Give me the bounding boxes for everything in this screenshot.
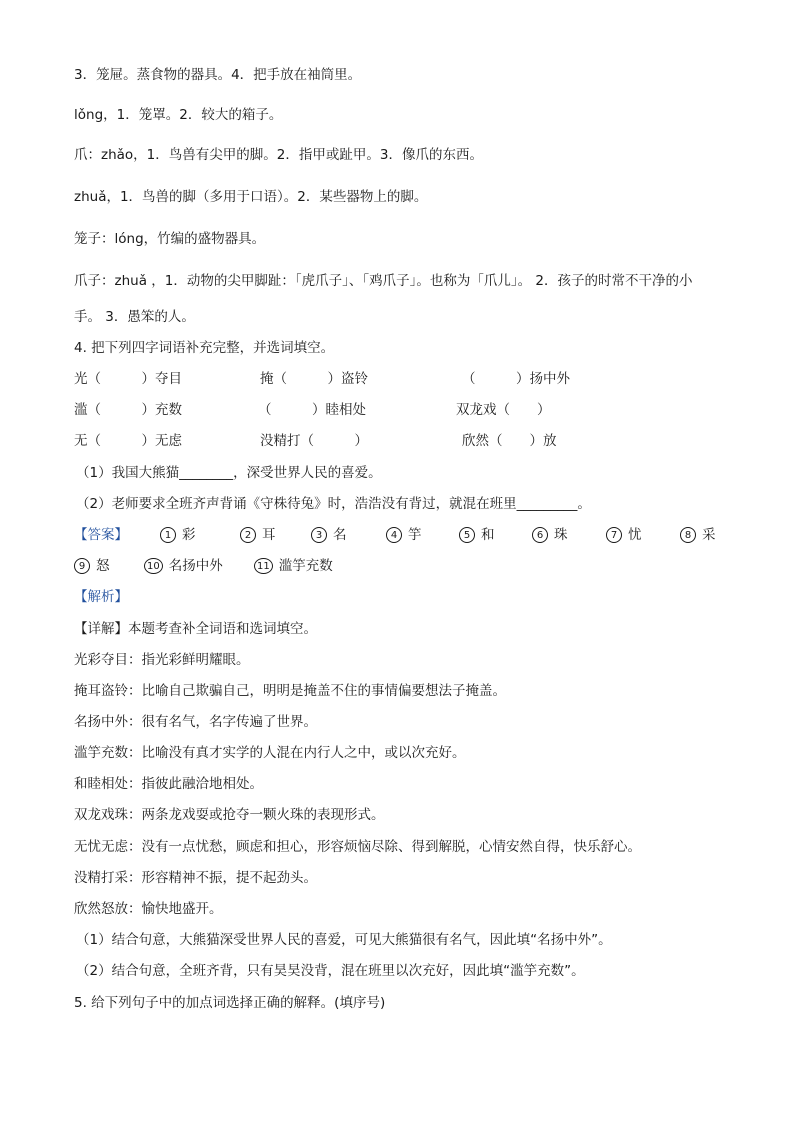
answer-item (160, 526, 196, 544)
question-5-stem: 5. 给下列句子中的加点词选择正确的解释。(填序号) (74, 995, 386, 1011)
text-line: 笼子：lóng，竹编的盛物器具。 (74, 231, 266, 247)
answer-number: 8 (680, 527, 696, 543)
answer-text: 和 (481, 527, 495, 543)
text-line: 手。 3．愚笨的人。 (74, 309, 195, 325)
answer-text: 竽 (408, 527, 422, 543)
idiom-blank: （ ）睦相处 (258, 402, 366, 418)
question-4-stem: 4. 把下列四字词语补充完整，并选词填空。 (74, 340, 335, 356)
idiom-blank: 无（ ）无虑 (74, 433, 182, 449)
text-line: lǒng，1．笼罩。2．较大的箱子。 (74, 107, 283, 123)
answer-number: 3 (311, 527, 327, 543)
idiom-blank: 滥（ ）充数 (74, 402, 182, 418)
analysis-line: 掩耳盗铃：比喻自己欺骗自己，明明是掩盖不住的事情偏要想法子掩盖。 (74, 683, 506, 699)
answer-item (144, 557, 223, 575)
answer-text: 滥竽充数 (278, 558, 333, 574)
answer-number: 4 (386, 527, 402, 543)
analysis-line: （1）结合句意，大熊猫深受世界人民的喜爱，可见大熊猫很有名气，因此填“名扬中外”。 (76, 932, 612, 948)
answer-number: 10 (144, 558, 163, 574)
answer-item (386, 526, 422, 544)
answer-number: 1 (160, 527, 176, 543)
answer-text: 忧 (628, 527, 642, 543)
analysis-line: （2）结合句意，全班齐背，只有昊昊没背，混在班里以次充好，因此填“滥竽充数”。 (76, 963, 585, 979)
answer-item (240, 526, 276, 544)
analysis-line: 欣然怒放：愉快地盛开。 (74, 901, 223, 917)
answer-text: 耳 (262, 527, 276, 543)
text-line: 爪子：zhuǎ ，1．动物的尖甲脚趾：「虎爪子」、「鸡爪子」。也称为「爪儿」。 2．孩子的时常不干净的小 (74, 273, 693, 289)
analysis-line: 无忧无虑：没有一点忧愁，顾虑和担心，形容烦恼尽除、得到解脱，心情安然自得，快乐舒心。 (74, 839, 641, 855)
answer-number: 7 (606, 527, 622, 543)
answer-label: 【答案】 (74, 527, 128, 543)
answer-item (680, 526, 716, 544)
question-4-sub-2: （2）老师要求全班齐声背诵《守株待兔》时，浩浩没有背过，就混在班里_________。 (76, 496, 591, 512)
answer-number: 6 (532, 527, 548, 543)
analysis-line: 没精打采：形容精神不振，提不起劲头。 (74, 870, 317, 886)
text-line: 3．笼屉。蒸食物的器具。4．把手放在袖筒里。 (74, 67, 362, 83)
idiom-blank: 双龙戏（ ） (456, 402, 551, 418)
answer-number: 11 (254, 558, 273, 574)
answer-item (311, 526, 347, 544)
answer-text: 名扬中外 (168, 558, 223, 574)
analysis-line: 名扬中外：很有名气，名字传遍了世界。 (74, 714, 317, 730)
answer-item (74, 557, 110, 575)
answer-number: 2 (240, 527, 256, 543)
answer-text: 采 (702, 527, 716, 543)
answer-item (254, 557, 333, 575)
answer-text: 怒 (96, 558, 110, 574)
analysis-line: 光彩夺目：指光彩鲜明耀眼。 (74, 652, 250, 668)
analysis-line: 双龙戏珠：两条龙戏耍或抢夺一颗火珠的表现形式。 (74, 807, 385, 823)
text-line: 爪：zhǎo，1．鸟兽有尖甲的脚。2．指甲或趾甲。3．像爪的东西。 (74, 147, 483, 163)
analysis-line: 滥竽充数：比喻没有真才实学的人混在内行人之中，或以次充好。 (74, 745, 466, 761)
text-line: zhuǎ，1．鸟兽的脚（多用于口语）。2．某些器物上的脚。 (74, 189, 428, 205)
question-4-sub-1: （1）我国大熊猫________，深受世界人民的喜爱。 (76, 465, 382, 481)
answer-number: 5 (459, 527, 475, 543)
answer-text: 彩 (182, 527, 196, 543)
answer-item (606, 526, 642, 544)
answer-item (532, 526, 568, 544)
answer-text: 珠 (554, 527, 568, 543)
idiom-blank: 没精打（ ） (260, 433, 368, 449)
answer-text: 名 (333, 527, 347, 543)
idiom-blank: 光（ ）夺目 (74, 371, 182, 387)
idiom-blank: 欣然（ ）放 (462, 433, 557, 449)
analysis-line: 【详解】本题考查补全词语和选词填空。 (74, 621, 317, 637)
analysis-label: 【解析】 (74, 589, 128, 605)
idiom-blank: （ ）扬中外 (462, 371, 570, 387)
analysis-line: 和睦相处：指彼此融洽地相处。 (74, 776, 263, 792)
answer-number: 9 (74, 558, 90, 574)
idiom-blank: 掩（ ）盗铃 (260, 371, 368, 387)
answer-item (459, 526, 495, 544)
